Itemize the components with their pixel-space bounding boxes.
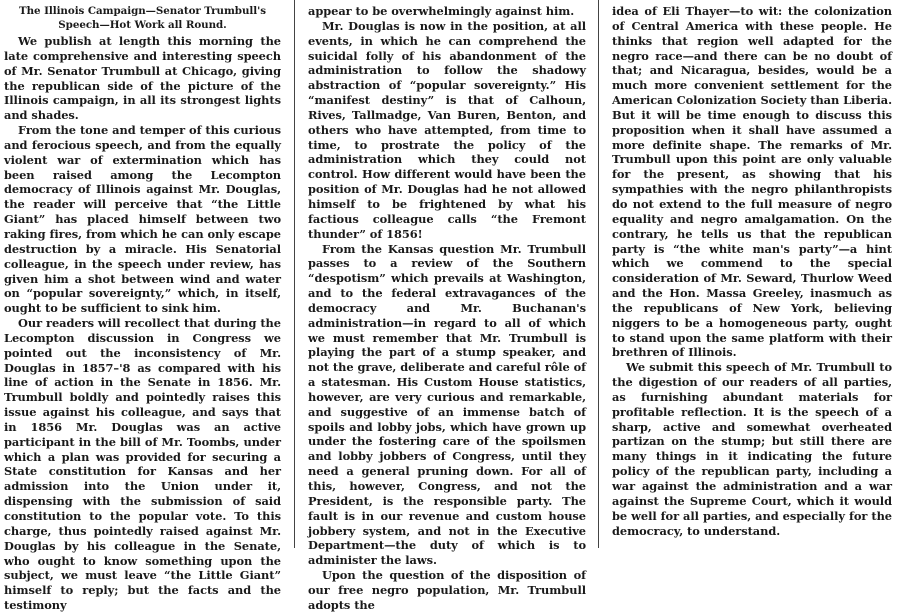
column-3 (612, 4, 892, 544)
column-2 (308, 4, 586, 612)
article-headline: The Illinois Campaign—Senator Trumbull's Speech—Hot Work all Round. (19, 5, 266, 31)
paragraph: From the Kansas question Mr. Trumbull passes to a review of the Southern “despotism” which prevails at Washington, and to the federal extravagances of the democracy and Mr. Buchanan's administration—in regard to all of which we must remember that Mr. Trumbull is playing the part of a stump speaker, and not the grave, deliberate and careful rôle of a statesman. His Custom House statistics, however, are very curious and remarkable, and suggestive of an immense batch of spoils and lobby jobs, which have grown up under the fostering care of the spoilsmen and lobby jobbers of Congress, until they need a general pruning down. For all of this, however, Congress, and not the President, is the responsible party. The fault is in our revenue and custom house jobbery system, and not in the Executive Department—the duty of which is to administer the laws. (308, 241, 586, 568)
paragraph-continued: appear to be overwhelmingly against him. (308, 4, 575, 18)
paragraph: Mr. Douglas is now in the position, at all events, in which he can comprehend the suicidal folly of his abandonment of the administration to follow the shadowy abstraction of “popular sovereignty.” His “manifest destiny” is that of Calhoun, Rives, Tallmadge, Van Buren, Benton, and others who have attempted, from time to time, to prostrate the policy of the administration which they could not control. How different would have been the position of Mr. Douglas had he not allowed himself to be frightened by what his factious colleague calls “the Fremont thunder” of 1856! (308, 18, 586, 241)
paragraph: From the tone and temper of this curious and ferocious speech, and from the equally violent war of extermination which has been raised among the Lecompton democracy of Illinois against Mr. Douglas, the reader will perceive that “the Little Giant” has placed himself between two raking fires, from which he can only escape destruction by a miracle. His Senatorial colleague, in the speech under review, has given him a shot between wind and water on “popular sovereignty,” which, in itself, ought to be sufficient to sink him. (4, 123, 281, 316)
paragraph-continued: idea of Eli Thayer—to wit: the colonization of Central America with these people. He thinks that region well adapted for the negro race—and there can be no doubt of that; and Nicaragua, besides, would be a much more convenient settlement for the American Colonization Society than Liberia. But it will be time enough to discuss this proposition when it shall have assumed a more definite shape. The remarks of Mr. Trumbull upon this point are only valuable for the present, as showing that his sympathies with the negro philanthropists do not extend to the full measure of negro equality and negro amalgamation. On the contrary, he tells us that the republican party is “the white man's party”—a hint which we commend to the special consideration of Mr. Seward, Thurlow Weed and the Hon. Massa Greeley, inasmuch as the republicans of New York, believing niggers to be a homogeneous party, ought to stand upon the same platform with their brethren of Illinois. (612, 4, 892, 360)
column-1 (4, 4, 281, 613)
paragraph: Our readers will recollect that during the Lecompton discussion in Congress we pointed out the inconsistency of Mr. Douglas in 1857–'8 as compared with his line of action in the Senate in 1856. Mr. Trumbull boldly and pointedly raises this issue against his colleague, and says that in 1856 Mr. Douglas was an active participant in the bill of Mr. Toombs, under which a plan was provided for securing a State constitution for Kansas and her admission into the Union under it, dispensing with the submission of said constitution to the popular vote. To this charge, thus pointedly raised against Mr. Douglas by his colleague in the Senate, who ought to know something upon the subject, we must leave “the Little Giant” himself to reply; but the facts and the testimony (4, 316, 281, 613)
paragraph: We submit this speech of Mr. Trumbull to the digestion of our readers of all parties, as furnishing abundant materials for profitable reflection. It is the speech of a sharp, active and somewhat overheated partizan on the stump; but still there are many things in it indicating the future policy of the republican party, including a war against the administration and a war against the Supreme Court, which it would be well for all parties, and especially for the democracy, to understand. (612, 360, 892, 538)
paragraph: Upon the question of the disposition of our free negro population, Mr. Trumbull adopts the (308, 568, 586, 612)
paragraph: We publish at length this morning the late comprehensive and interesting speech of Mr. Senator Trumbull at Chicago, giving the republican side of the picture of the Illinois campaign, in all its strongest lights and shades. (4, 34, 281, 123)
column-divider (294, 0, 295, 548)
column-divider (598, 0, 599, 548)
